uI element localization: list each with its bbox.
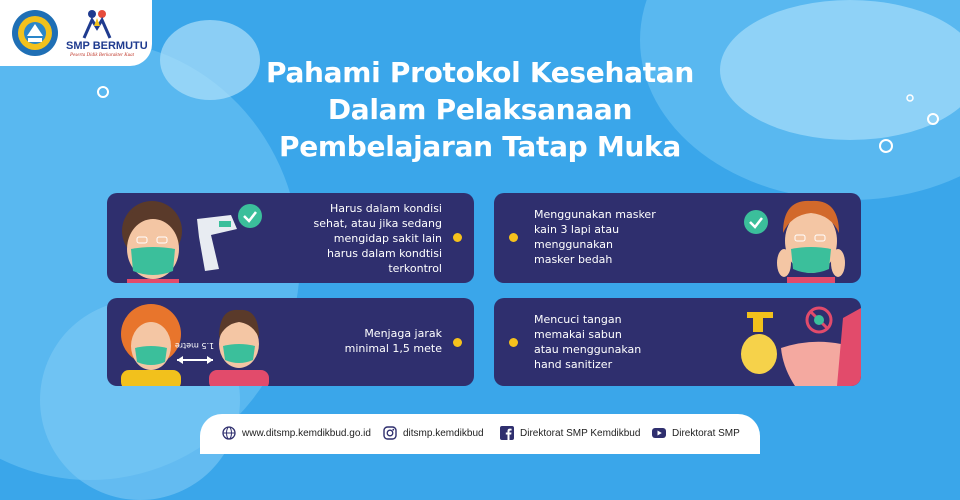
card-text-healthy: Harus dalam kondisi sehat, atau jika sedang mengidap sakit lain harus dalam kondtisi terkontrol (313, 202, 442, 275)
globe-icon (222, 426, 236, 440)
youtube-icon (652, 426, 666, 440)
footer-instagram[interactable] (383, 426, 484, 440)
protocol-card-handwash (494, 298, 861, 386)
smp-bermutu-logo-icon (80, 8, 114, 42)
facebook-icon (500, 426, 514, 440)
footer-facebook[interactable] (500, 426, 640, 440)
instagram-text: ditsmp.kemdikbud (403, 427, 484, 439)
protocol-card-mask (494, 193, 861, 283)
youtube-text: Direktorat SMP (672, 427, 740, 439)
title-line-2: Dalam Pelaksanaan (327, 93, 633, 126)
bullet-dot (509, 233, 518, 242)
bullet-dot (453, 338, 462, 347)
card-text-distance: Menjaga jarak minimal 1,5 mete (344, 327, 442, 355)
card-text-handwash: Mencuci tangan memakai sabun atau menggunakan hand sanitizer (534, 313, 642, 371)
bullet-dot (509, 338, 518, 347)
protocol-card-healthy (107, 193, 474, 283)
distance-label: 1.5 metre (175, 341, 215, 350)
instagram-icon (383, 426, 397, 440)
smp-brand-name: SMP BERMUTU (66, 40, 148, 52)
smp-tagline: Peserta Didik Berkarakter Kuat (70, 53, 135, 58)
title-line-1: Pahami Protokol Kesehatan (265, 56, 695, 89)
footer-youtube[interactable] (652, 426, 740, 440)
mask-check-illustration (711, 193, 861, 283)
footer-website[interactable] (222, 426, 371, 440)
website-text: www.ditsmp.kemdikbud.go.id (242, 427, 371, 439)
logo-panel (0, 0, 152, 66)
protocol-card-distance (107, 298, 474, 386)
thermometer-check-illustration (107, 193, 277, 283)
footer-bar (200, 414, 760, 454)
bullet-dot (453, 233, 462, 242)
facebook-text: Direktorat SMP Kemdikbud (520, 427, 641, 439)
page-title (200, 54, 760, 165)
kemdikbud-logo-icon (10, 8, 60, 58)
title-line-3: Pembelajaran Tatap Muka (279, 130, 681, 163)
card-text-mask: Menggunakan masker kain 3 lapi atau menggunakan masker bedah (534, 208, 656, 266)
hand-sanitizer-illustration (711, 298, 861, 386)
